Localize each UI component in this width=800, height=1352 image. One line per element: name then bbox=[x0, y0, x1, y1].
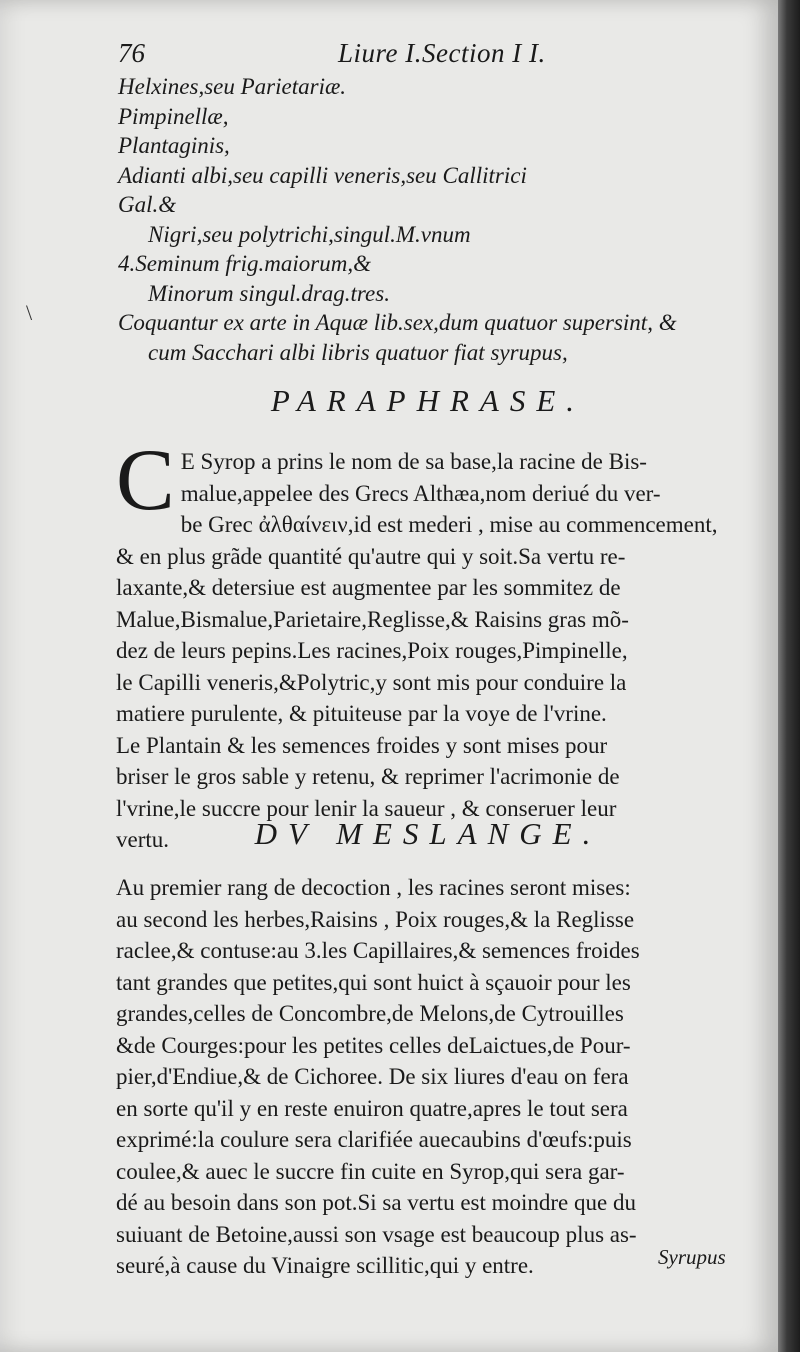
recipe-line: cum Sacchari albi libris quatuor fiat syrupus, bbox=[148, 339, 568, 365]
text-line: be Grec ἀλθαίνειν,id est mederi , mise au commencement, bbox=[180, 512, 718, 537]
recipe-line: Adianti albi,seu capilli veneris,seu Callitrici bbox=[118, 162, 527, 188]
meslange-paragraph bbox=[116, 872, 738, 1282]
text-line: l'vrine,le succre pour lenir la saueur , & conseruer leur bbox=[116, 795, 617, 821]
text-line: Au premier rang de decoction , les racines seront mises: bbox=[116, 875, 631, 900]
recipe-line: Plantaginis, bbox=[118, 133, 230, 158]
book-spine-shadow bbox=[778, 0, 800, 1352]
text-line: laxante,& detersiue est augmentee par les sommitez de bbox=[116, 575, 621, 600]
text-line: suiuant de Betoine,aussi son vsage est beaucoup plus as- bbox=[116, 1221, 637, 1247]
text-line: seuré,à cause du Vinaigre scillitic,qui y entre. bbox=[116, 1253, 534, 1278]
drop-cap: C bbox=[116, 432, 175, 529]
running-head: Liure I.Section I I. bbox=[338, 38, 546, 68]
paraphrase-paragraph bbox=[116, 432, 738, 856]
text-line: &de Courges:pour les petites celles deLaictues,de Pour- bbox=[116, 1032, 631, 1058]
text-line: le Capilli veneris,&Polytric,y sont mis pour conduire la bbox=[116, 669, 627, 695]
text-line: coulee,& auec le succre fin cuite en Syrop,qui sera gar- bbox=[116, 1158, 625, 1184]
recipe-line: Pimpinellæ, bbox=[118, 103, 229, 129]
recipe-line: Nigri,seu polytrichi,singul.M.vnum bbox=[148, 221, 471, 247]
meslange-heading: DV MESLANGE. bbox=[254, 816, 602, 851]
text-line: pier,d'Endiue,& de Cichoree. De six liures d'eau on fera bbox=[116, 1064, 629, 1089]
page-number: 76 bbox=[118, 38, 145, 68]
text-line: Malue,Bismalue,Parietaire,Reglisse,& Raisins gras mõ- bbox=[116, 606, 629, 632]
text-line: dé au besoin dans son pot.Si sa vertu est moindre que du bbox=[116, 1190, 636, 1215]
text-line: tant grandes que petites,qui sont huict à sçauoir pour les bbox=[116, 969, 631, 995]
text-line: & en plus grãde quantité qu'autre qui y soit.Sa vertu re- bbox=[116, 543, 626, 569]
text-line: matiere purulente, & pituiteuse par la voye de l'vrine. bbox=[116, 701, 607, 726]
recipe-ingredients bbox=[118, 72, 738, 367]
recipe-line: 4.Seminum frig.maiorum,& bbox=[118, 251, 371, 276]
text-line: briser le gros sable y retenu, & reprimer l'acrimonie de bbox=[116, 764, 620, 789]
text-line: malue,appelee des Grecs Althæa,nom deriué du ver- bbox=[180, 480, 661, 506]
text-line: grandes,celles de Concombre,de Melons,de Cytrouilles bbox=[116, 1001, 624, 1026]
text-line: au second les herbes,Raisins , Poix rouges,& la Reglisse bbox=[116, 906, 635, 932]
recipe-line: Gal.& bbox=[118, 192, 177, 217]
text-line: dez de leurs pepins.Les racines,Poix rouges,Pimpinelle, bbox=[116, 638, 628, 663]
text-line: E Syrop a prins le nom de sa base,la racine de Bis- bbox=[180, 449, 647, 474]
text-line: exprimé:la coulure sera clarifiée auecaubins d'œufs:puis bbox=[116, 1127, 632, 1152]
text-line: Le Plantain & les semences froides y sont mises pour bbox=[116, 732, 608, 758]
text-line: en sorte qu'il y en reste enuiron quatre,apres le tout sera bbox=[116, 1095, 628, 1121]
margin-mark: \ bbox=[26, 300, 33, 325]
text-line: vertu. bbox=[116, 827, 170, 852]
text-line: raclee,& contuse:au 3.les Capillaires,& semences froides bbox=[116, 938, 640, 963]
recipe-line: Coquantur ex arte in Aquæ lib.sex,dum quatuor supersint, & bbox=[118, 310, 677, 335]
recipe-line: Minorum singul.drag.tres. bbox=[148, 280, 390, 306]
recipe-line: Helxines,seu Parietariæ. bbox=[118, 74, 347, 99]
paraphrase-heading: PARAPHRASE. bbox=[270, 383, 586, 418]
page-header bbox=[118, 38, 738, 72]
catchword: Syrupus bbox=[658, 1245, 726, 1269]
